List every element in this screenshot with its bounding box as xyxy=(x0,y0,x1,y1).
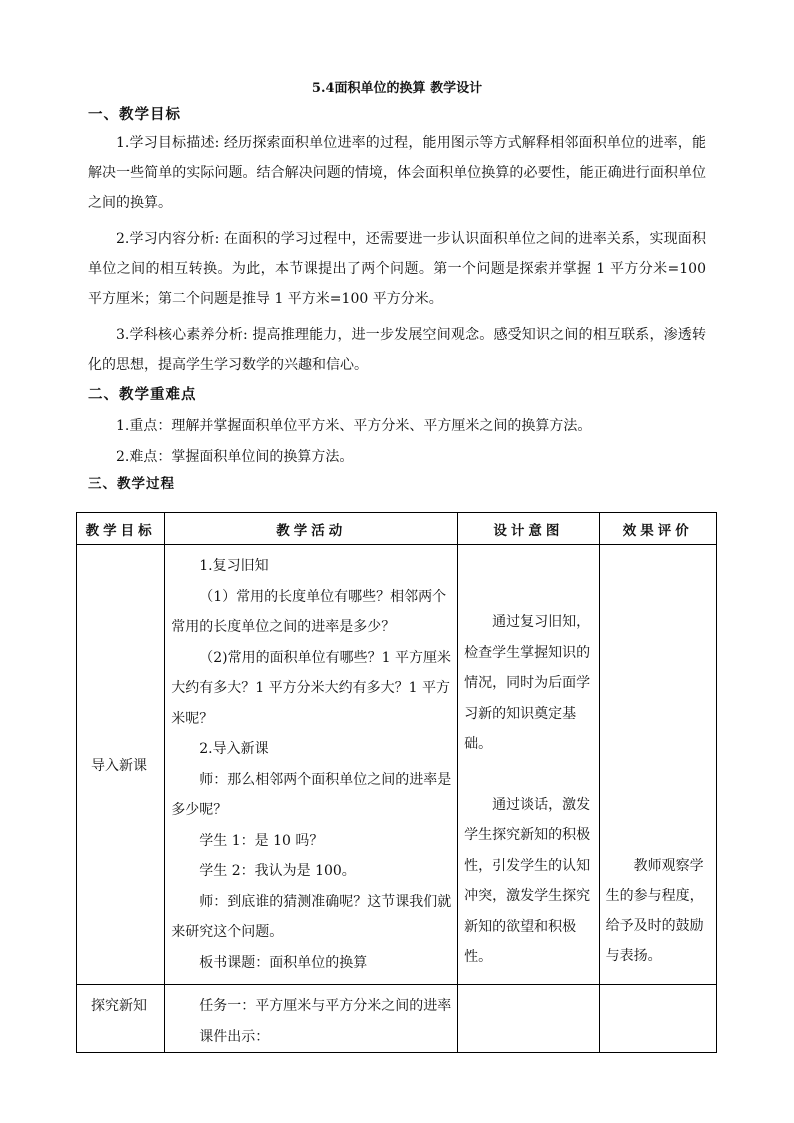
table-header-row xyxy=(77,513,717,545)
evaluation-cell xyxy=(599,545,716,985)
header-goal: 教学目标 xyxy=(77,513,165,545)
activity-line: 任务一：平方厘米与平方分米之间的进率 xyxy=(199,998,452,1014)
activity-line: 学生 2：我认为是 100。 xyxy=(199,863,356,879)
activity-line: （2)常用的面积单位有哪些？1 平方厘米大约有多大？1 平方分米大约有多大？1 平方米呢？ xyxy=(171,649,451,727)
key-point-line: 1.重点：理解并掌握面积单位平方米、平方分米、平方厘米之间的换算方法。 xyxy=(116,418,592,434)
goal-paragraph-3: 3.学科核心素养分析: 提高推理能力，进一步发展空间观念。感受知识之间的相互联系，渗透转化的思想，提高学生学习数学的兴趣和信心。 xyxy=(88,327,706,373)
activity-line: （1）常用的长度单位有哪些？相邻两个常用的长度单位之间的进率是多少？ xyxy=(171,588,447,635)
difficulty-line: 2.难点：掌握面积单位间的换算方法。 xyxy=(116,449,354,465)
header-activity: 教学活动 xyxy=(165,513,458,545)
goal-paragraph-1: 1.学习目标描述: 经历探索面积单位进率的过程，能用图示等方式解释相邻面积单位的进率，能解决一些简单的实际问题。结合解决问题的情境，体会面积单位换算的必要性，能正确进行面积单位之间的换算。 xyxy=(88,135,706,211)
intent-cell xyxy=(458,545,599,985)
section-heading-goals: 一、教学目标 xyxy=(88,106,181,123)
activity-line: 师：那么相邻两个面积单位之间的进率是多少呢？ xyxy=(171,771,452,818)
header-intent: 设计意图 xyxy=(458,513,599,545)
activity-line: 2.导入新课 xyxy=(199,741,269,757)
table-row xyxy=(77,985,717,1053)
process-table xyxy=(76,512,717,1053)
activity-line: 1.复习旧知 xyxy=(199,558,269,574)
section-heading-process: 三、教学过程 xyxy=(88,476,175,492)
activity-cell xyxy=(165,545,458,985)
activity-line: 学生 1：是 10 吗？ xyxy=(199,832,324,849)
activity-line: 课件出示： xyxy=(199,1028,270,1045)
intent-cell xyxy=(458,985,599,1053)
evaluation-text: 教师观察学生的参与程度，给予及时的鼓励与表扬。 xyxy=(605,858,704,964)
section-heading-key-points: 二、教学重难点 xyxy=(88,386,197,403)
row-goal-explore: 探究新知 xyxy=(77,985,165,1053)
row-goal-intro: 导入新课 xyxy=(77,545,165,985)
table-row xyxy=(77,545,717,985)
header-evaluation: 效果评价 xyxy=(599,513,716,545)
activity-line: 板书课题：面积单位的换算 xyxy=(199,954,368,971)
activity-cell xyxy=(165,985,458,1053)
evaluation-cell xyxy=(599,985,716,1053)
document-title: 5.4面积单位的换算 教学设计 xyxy=(311,81,483,96)
goal-paragraph-2: 2.学习内容分析: 在面积的学习过程中，还需要进一步认识面积单位之间的进率关系，实现面积单位之间的相互转换。为此，本节课提出了两个问题。第一个问题是探索并掌握 1 平方分米=100 平方厘米；第二个问题是推导 1 平方米=100 平方分米。 xyxy=(88,231,706,307)
activity-line: 师：到底谁的猜测准确呢？这节课我们就来研究这个问题。 xyxy=(171,893,452,940)
intent-text: 通过复习旧知，检查学生掌握知识的情况，同时为后面学习新的知识奠定基础。 xyxy=(464,614,591,752)
intent-text: 通过谈话，激发学生探究新知的积极性，引发学生的认知冲突，激发学生探究新知的欲望和积极性。 xyxy=(464,796,591,965)
